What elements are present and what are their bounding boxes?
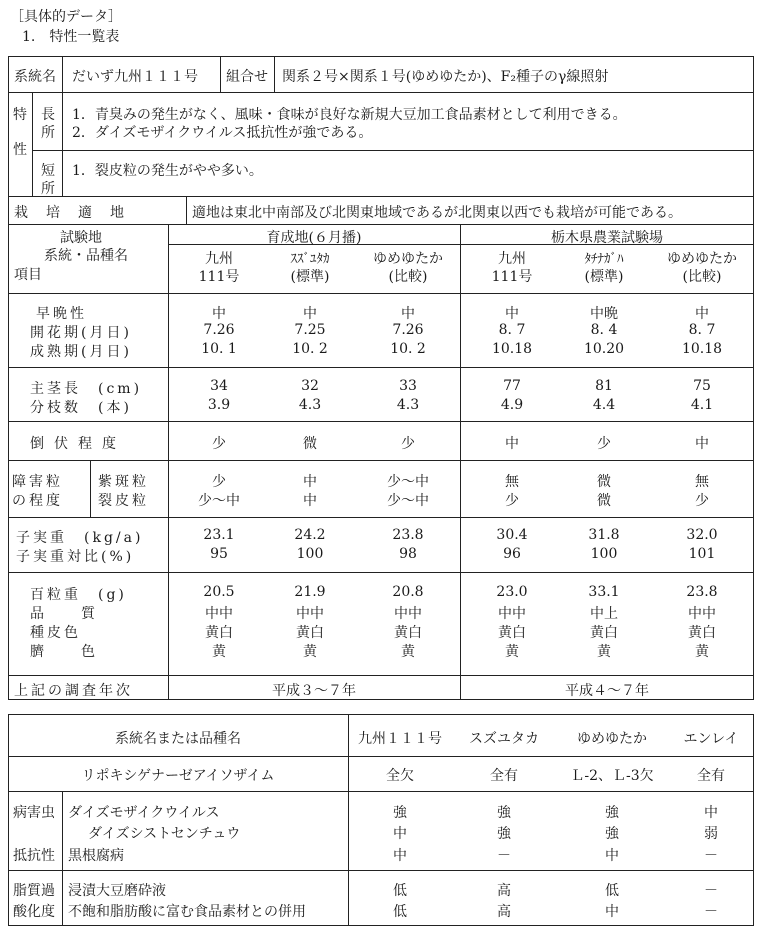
data-section-bracket: ［具体的データ］ — [10, 9, 122, 25]
lipid-cell: 低 — [605, 883, 619, 899]
item-label: 項目 — [14, 267, 42, 283]
resistance-cell: － — [704, 848, 718, 864]
variety-5-name: ﾀﾁﾅｶﾞﾊ — [584, 252, 624, 267]
row-label-maturity-class: 早晩性 — [36, 306, 87, 322]
trial-cell: 7.26 — [203, 322, 235, 338]
trial-cell: 23.8 — [392, 527, 424, 543]
trial-cell: 33 — [399, 378, 417, 394]
trial-cell: 黄白 — [498, 625, 526, 641]
trial-cell: 77 — [503, 378, 521, 394]
strength-item-1: 1．青臭みの発生がなく、風味・食味が良好な新規大豆加工食品素材として利用できる。 — [72, 107, 627, 123]
damage-side-label-2: の程度 — [12, 493, 63, 509]
comparison-col-1: 九州１１１号 — [358, 731, 442, 747]
trial-cell: 微 — [303, 436, 317, 452]
trial-cell: 96 — [503, 546, 521, 562]
cultivation-area-value: 適地は東北中南部及び北関東地域であるが北関東以西でも栽培が可能である。 — [192, 205, 682, 221]
trial-cell: 4.3 — [396, 397, 420, 413]
trial-cell: 中 — [695, 306, 709, 322]
trial-cell: 少 — [401, 436, 415, 452]
trial-cell: 中中 — [205, 606, 233, 622]
traits-label-1: 特 — [13, 107, 27, 123]
row-label-lodging: 倒伏程度 — [30, 436, 126, 452]
cross-value: 関系２号×関系１号(ゆめゆたか)、F₂種子のγ線照射 — [282, 69, 609, 85]
trial-cell: 黄白 — [590, 625, 618, 641]
row-label-flowering-date: 開花期(月日) — [30, 325, 132, 341]
trial-cell: 81 — [595, 378, 613, 394]
traits-label-2: 性 — [13, 142, 27, 158]
lipid-item-soaked: 浸漬大豆磨砕液 — [68, 883, 166, 899]
resistance-cell: 弱 — [704, 826, 718, 842]
trial-cell: 無 — [695, 474, 709, 490]
trial-cell: 33.1 — [588, 584, 620, 600]
trial-cell: 20.5 — [203, 584, 235, 600]
weakness-item-1: 1．裂皮粒の発生がやや多い。 — [72, 163, 263, 179]
lipid-item-unsaturated: 不飽和脂肪酸に富む食品素材との併用 — [68, 904, 306, 920]
lipid-cell: － — [704, 883, 718, 899]
row-label-hilum-color: 臍 色 — [30, 644, 98, 660]
comparison-col-3: ゆめゆたか — [577, 731, 647, 747]
lox-value-2: 全有 — [490, 768, 518, 784]
trial-cell: 中 — [303, 474, 317, 490]
trial-cell: 少 — [505, 493, 519, 509]
trial-cell: 少 — [597, 436, 611, 452]
cultivation-area-label: 栽 培 適 地 — [14, 205, 126, 221]
table-title: 1. 特性一覧表 — [22, 29, 120, 45]
lipoxygenase-label: リポキシゲナーゼアイソザイム — [81, 768, 275, 784]
variety-1-note: 111号 — [198, 269, 240, 285]
trial-cell: 3.9 — [207, 397, 231, 413]
trial-cell: 100 — [296, 546, 324, 562]
trial-cell: 中 — [401, 306, 415, 322]
lox-value-4: 全有 — [697, 768, 725, 784]
trial-cell: 黄 — [597, 644, 611, 660]
variety-4-note: 111号 — [491, 269, 533, 285]
trial-cell: 少 — [695, 493, 709, 509]
trial-cell: 少 — [212, 436, 226, 452]
trial-cell: 黄 — [303, 644, 317, 660]
weakness-label-2: 所 — [41, 181, 55, 197]
trial-cell: 黄 — [695, 644, 709, 660]
lipid-cell: 低 — [393, 883, 407, 899]
row-label-seed-yield: 子実重 (kg/a) — [16, 530, 144, 546]
trial-cell: 98 — [399, 546, 417, 562]
trial-cell: 10. 2 — [390, 341, 426, 357]
trial-cell: 32.0 — [686, 527, 718, 543]
variety-4-name: 九州 — [498, 251, 526, 267]
weakness-label-1: 短 — [41, 163, 55, 179]
trial-cell: 8. 7 — [498, 322, 526, 338]
lipid-cell: 高 — [497, 904, 511, 920]
trial-cell: 黄白 — [296, 625, 324, 641]
variety-3-note: (比較) — [388, 269, 428, 285]
comparison-name-header: 系統名または品種名 — [115, 731, 241, 747]
row-label-quality: 品 質 — [30, 606, 98, 622]
trial-cell: 4.3 — [298, 397, 322, 413]
trial-cell: 23.1 — [203, 527, 235, 543]
lox-value-1: 全欠 — [386, 768, 414, 784]
variety-2-note: (標準) — [290, 269, 330, 285]
row-label-purple-spot: 紫斑粒 — [98, 474, 149, 490]
resistance-cell: 強 — [605, 826, 619, 842]
cross-label: 組合せ — [226, 69, 268, 85]
lipid-cell: 低 — [393, 904, 407, 920]
resistance-cell: 中 — [704, 805, 718, 821]
years-site-1: 平成３～７年 — [272, 683, 356, 699]
trial-cell: 100 — [590, 546, 618, 562]
comparison-col-4: エンレイ — [683, 731, 739, 747]
trial-cell: 75 — [693, 378, 711, 394]
trial-cell: 23.0 — [496, 584, 528, 600]
trial-cell: 黄 — [212, 644, 226, 660]
variety-5-note: (標準) — [584, 269, 624, 285]
resistance-cell: 強 — [393, 805, 407, 821]
strength-item-2: 2．ダイズモザイクウイルス抵抗性が強である。 — [72, 125, 373, 141]
trial-cell: 32 — [301, 378, 319, 394]
trial-cell: 中 — [695, 436, 709, 452]
trial-cell: 中中 — [296, 606, 324, 622]
trial-cell: 中 — [505, 306, 519, 322]
resist-item-scn: ダイズシストセンチュウ — [88, 826, 241, 842]
lipid-cell: 高 — [497, 883, 511, 899]
trial-cell: 10. 1 — [201, 341, 237, 357]
trial-cell: 黄 — [401, 644, 415, 660]
resistance-cell: 強 — [605, 805, 619, 821]
trial-cell: 中晩 — [590, 306, 618, 322]
trial-cell: 中中 — [688, 606, 716, 622]
site-2-header: 栃木県農業試験場 — [551, 230, 663, 246]
years-site-2: 平成４～７年 — [565, 683, 649, 699]
trial-cell: 24.2 — [294, 527, 326, 543]
trial-cell: 微 — [597, 474, 611, 490]
row-label-stem-length: 主茎長 (cm) — [30, 381, 143, 397]
trial-cell: 中中 — [394, 606, 422, 622]
trial-cell: 中上 — [590, 606, 618, 622]
resistance-cell: 中 — [393, 848, 407, 864]
trial-cell: 21.9 — [294, 584, 326, 600]
variety-2-name: ｽｽﾞﾕﾀｶ — [290, 252, 330, 267]
line-name-value: だいず九州１１１号 — [72, 69, 198, 85]
row-label-seed-coat-color: 種皮色 — [30, 625, 81, 641]
resistance-cell: 強 — [497, 805, 511, 821]
row-label-maturity-date: 成熟期(月日) — [30, 344, 132, 360]
trial-cell: 中 — [303, 493, 317, 509]
resistance-cell: 強 — [497, 826, 511, 842]
lipid-side-label-2: 酸化度 — [13, 904, 55, 920]
lipid-cell: 中 — [605, 904, 619, 920]
trial-cell: 7.26 — [392, 322, 424, 338]
strengths-label-2: 所 — [41, 125, 55, 141]
trial-cell: 8. 7 — [688, 322, 716, 338]
trial-cell: 31.8 — [588, 527, 620, 543]
trial-cell: 中中 — [498, 606, 526, 622]
lipid-side-label-1: 脂質過 — [13, 883, 55, 899]
resistance-cell: 中 — [605, 848, 619, 864]
trial-cell: 95 — [210, 546, 228, 562]
trial-cell: 10.18 — [491, 341, 533, 357]
resistance-side-label-1: 病害虫 — [13, 805, 55, 821]
trial-cell: 4.1 — [690, 397, 714, 413]
row-label-branch-count: 分枝数 (本) — [30, 400, 132, 416]
trial-cell: 少～中 — [387, 474, 429, 490]
strengths-label-1: 長 — [41, 107, 55, 123]
years-label: 上記の調査年次 — [14, 683, 133, 699]
trial-cell: 30.4 — [496, 527, 528, 543]
trial-cell: 4.9 — [500, 397, 524, 413]
trial-cell: 10.18 — [681, 341, 723, 357]
trial-cell: 101 — [688, 546, 716, 562]
trial-cell: 中 — [212, 306, 226, 322]
trial-cell: 中 — [303, 306, 317, 322]
damage-side-label-1: 障害粒 — [12, 474, 63, 490]
lox-value-3: Ｌ-2、Ｌ-3欠 — [570, 768, 654, 784]
trial-cell: 23.8 — [686, 584, 718, 600]
trial-cell: 7.25 — [294, 322, 326, 338]
trial-cell: 10. 2 — [292, 341, 328, 357]
variety-6-note: (比較) — [682, 269, 722, 285]
trial-cell: 黄白 — [205, 625, 233, 641]
trial-cell: 10.20 — [583, 341, 625, 357]
resist-item-black-root-rot: 黒根腐病 — [68, 848, 124, 864]
trial-cell: 黄白 — [394, 625, 422, 641]
trial-cell: 4.4 — [592, 397, 616, 413]
line-name-label: 系統名 — [14, 69, 56, 85]
variety-1-name: 九州 — [205, 251, 233, 267]
row-label-yield-ratio: 子実重対比(%) — [16, 549, 135, 565]
lipid-cell: － — [704, 904, 718, 920]
trial-site-label: 試験地 — [60, 230, 102, 246]
site-1-header: 育成地(６月播) — [266, 230, 362, 246]
trial-cell: 少 — [212, 474, 226, 490]
trial-cell: 微 — [597, 493, 611, 509]
trial-cell: 少～中 — [198, 493, 240, 509]
trial-cell: 中 — [505, 436, 519, 452]
trial-cell: 黄白 — [688, 625, 716, 641]
trial-cell: 34 — [210, 378, 228, 394]
comparison-col-2: スズユタカ — [469, 731, 539, 747]
row-label-100-seed-weight: 百粒重 (g) — [30, 587, 127, 603]
resistance-side-label-2: 抵抗性 — [13, 848, 55, 864]
resistance-cell: － — [497, 848, 511, 864]
variety-name-label: 系統・品種名 — [44, 248, 128, 264]
trial-cell: 無 — [505, 474, 519, 490]
resistance-cell: 中 — [393, 826, 407, 842]
trial-cell: 少～中 — [387, 493, 429, 509]
variety-6-name: ゆめゆたか — [667, 251, 737, 267]
trial-cell: 黄 — [505, 644, 519, 660]
trial-cell: 8. 4 — [590, 322, 618, 338]
resist-item-smv: ダイズモザイクウイルス — [68, 805, 220, 821]
row-label-cracked-seed: 裂皮粒 — [98, 493, 149, 509]
variety-3-name: ゆめゆたか — [373, 251, 443, 267]
trial-cell: 20.8 — [392, 584, 424, 600]
